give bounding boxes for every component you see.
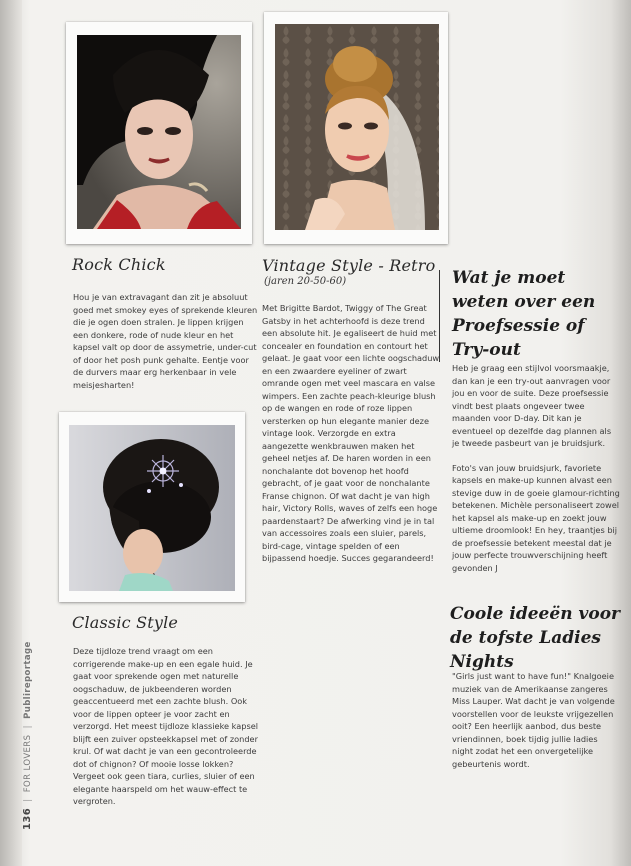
- column-divider: [439, 270, 440, 362]
- vintage-photo: [275, 24, 439, 230]
- rock-chick-photo-frame: [66, 22, 252, 244]
- proefsessie-title: Wat je moet weten over een Proefsessie of Try-out: [452, 268, 596, 360]
- vintage-title: Vintage Style - Retro: [262, 256, 436, 275]
- rock-chick-title: Rock Chick: [72, 255, 166, 274]
- publication-name: FOR LOVERS: [23, 734, 33, 793]
- classic-photo: [69, 425, 235, 591]
- proefsessie-body: [452, 362, 620, 586]
- vintage-subtitle: (jaren 20-50-60): [264, 276, 347, 287]
- page-number: 136: [22, 807, 33, 830]
- classic-photo-frame: [59, 412, 245, 602]
- vintage-photo-frame: [264, 12, 448, 244]
- rock-chick-photo: [77, 35, 241, 229]
- proefsessie-paragraph-1: Heb je graag een stijlvol voorsmaakje, dan kan je een try-out aanvragen voor jou en voor de suite. Deze proefsessie vindt best plaats ongeveer twee maanden voor D-day. Dit kan je eventueel op dezelfde dag plannen als je tweede pasbeurt van je bruidsjurk.: [452, 363, 612, 448]
- classic-body: Deze tijdloze trend vraagt om een corrigerende make-up en een egale huid. Je gaat voor sprekende ogen met naturelle oogschaduw, de jukbeenderen worden geaccentueerd met een zachte blush. Ook voor de lippen opteer je voor zacht en verzorgd. Het meest tijdloze klassieke kapsel blijft een zuiver opsteekkapsel met of zonder krul. Of wat dacht je van een gecontroleerde dot of chignon? Of mooie losse lokken? Vergeet ook geen tiara, curlies, sluier of een elegante haarspeld om het wauw-effect te vergroten.: [73, 646, 259, 806]
- proefsessie-paragraph-2: Foto's van jouw bruidsjurk, favoriete kapsels en make-up kunnen alvast een stevige duw in de goeie glamour-richting betekenen. Michèle personaliseert zowel het kapsel als make-up en zoekt jouw ultieme droomlook! En hey, traantjes bij de proefsessie betekent meestal dat je jouw perfecte trouwverschijning heeft gevonden J: [452, 462, 620, 573]
- classic-title: Classic Style: [72, 613, 179, 632]
- page-spine-shadow: [0, 0, 22, 866]
- vintage-body: Met Brigitte Bardot, Twiggy of The Great Gatsby in het achterhoofd is deze trend een absolute hit. Je egaliseert de huid met concealer en foundation en contourt het gelaat. Je gaat voor een lichte oogschaduw en een zwaardere eyeliner of zwart omrande ogen met veel mascara en valse wimpers. Een zachte peach-kleurige blush op de wangen en rode of roze lippen versterken op hun elegante manier deze vintage look. Verzorgde en extra aangezette wenkbrauwen maken het geheel netjes af. De haren worden in een nonchalante dot bovenop het hoofd gebracht, of je gaat voor de nonchalante Franse chignon. Of wat dacht je van high hair, Victory Rolls, waves of zelfs een hoge paardenstaart? De afwerking vind je in tal van accessoires zoals een sluier, parels, bird-cage, vintage spelden of een bijpassend hoedje. Succes gegarandeerd!: [262, 303, 440, 563]
- page-folio: 136 | FOR LOVERS | Publireportage: [22, 641, 33, 830]
- ladies-nights-title: Coole ideeën voor de tofste Ladies Nights: [450, 604, 620, 672]
- rock-chick-body: Hou je van extravagant dan zit je absoluut goed met smokey eyes of sprekende kleuren die je ogen doen stralen. Je lippen krijgen een donkere, rode of nude kleur en het kapsel valt op door de assymetrie, under-cut of door het posh punk gehalte. Eentje voor de durvers maar erg herkenbaar in vele meisjesharten!: [73, 292, 258, 390]
- ladies-nights-body: "Girls just want to have fun!" Knalgoeie muziek van de Amerikaanse zangeres Miss Lauper. Wat dacht je van volgende voorstellen voor de leukste vrijgezellen ooit? Een heerlijk aanbod, dus beste vriendinnen, boek tijdig jullie ladies night zodat het een onvergetelijke gebeurtenis wordt.: [452, 671, 615, 769]
- section-name: Publireportage: [23, 641, 33, 719]
